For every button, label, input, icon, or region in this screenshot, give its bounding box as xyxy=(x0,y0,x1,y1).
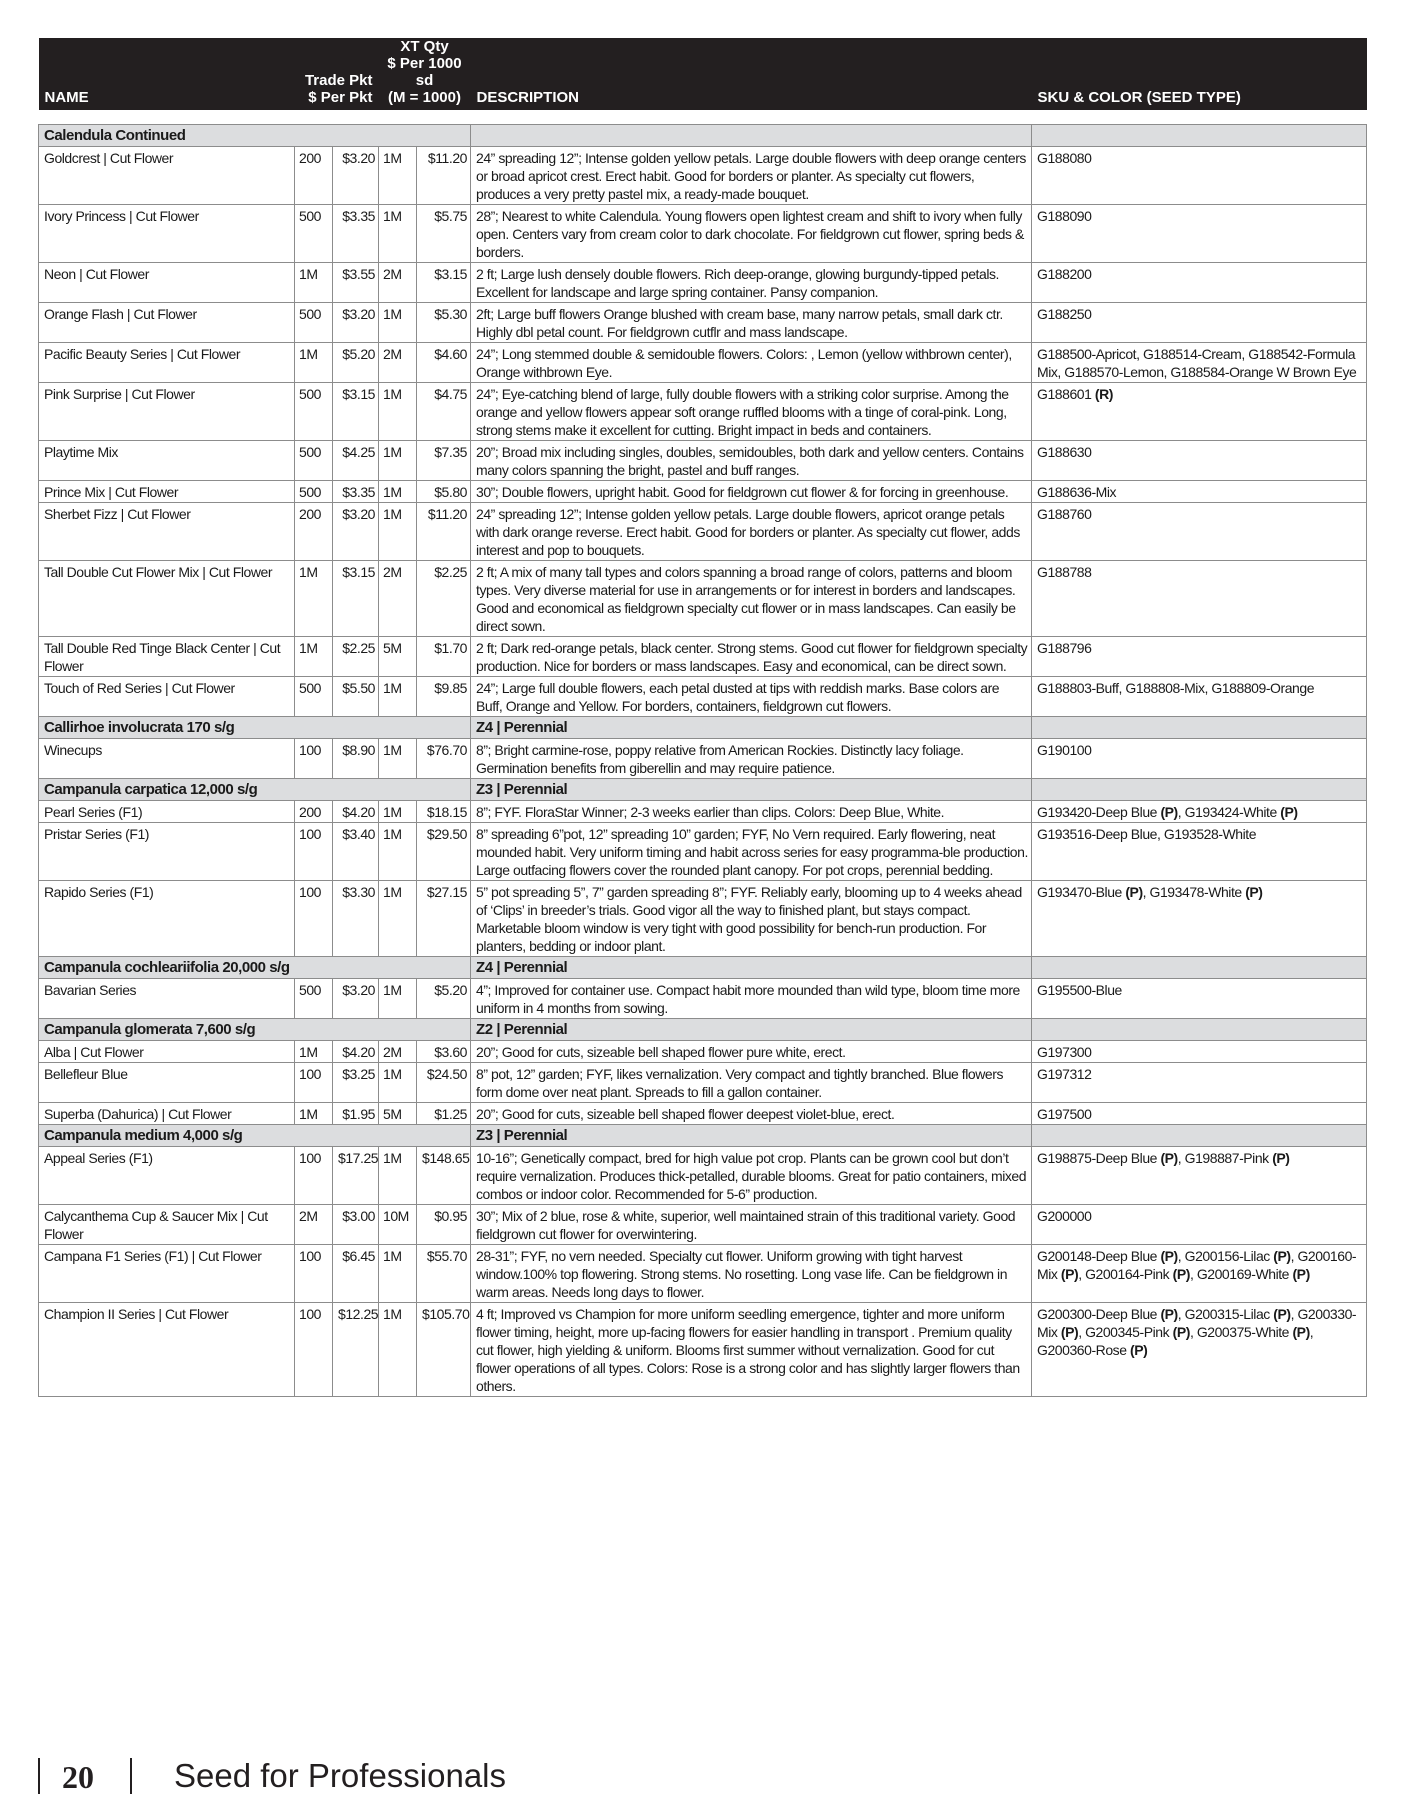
price-table xyxy=(38,38,1367,1397)
trade-pkt-price: $3.20 xyxy=(333,979,379,1019)
table-row xyxy=(39,979,1367,1019)
trade-pkt-qty: 100 xyxy=(295,1245,333,1303)
xt-qty: 5M xyxy=(379,637,417,677)
sku-text: G200148-Deep Blue xyxy=(1037,1248,1161,1264)
seed-type-code: (P) xyxy=(1060,1266,1079,1282)
xt-price: $9.85 xyxy=(417,677,471,717)
header-name: NAME xyxy=(39,38,295,110)
group-name: Campanula glomerata 7,600 s/g xyxy=(39,1019,471,1041)
trade-pkt-price: $4.20 xyxy=(333,801,379,823)
group-sku-empty xyxy=(1032,1019,1367,1041)
variety-name: Calycanthema Cup & Saucer Mix | Cut Flower xyxy=(39,1205,295,1245)
trade-pkt-qty: 1M xyxy=(295,1041,333,1063)
trade-pkt-qty: 500 xyxy=(295,979,333,1019)
seed-type-code: (P) xyxy=(1060,1324,1079,1340)
sku-text: G193470-Blue xyxy=(1037,884,1126,900)
xt-qty: 1M xyxy=(379,441,417,481)
variety-name: Goldcrest | Cut Flower xyxy=(39,147,295,205)
variety-name: Pink Surprise | Cut Flower xyxy=(39,383,295,441)
variety-description: 2 ft; Dark red-orange petals, black center. Strong stems. Good cut flower for fieldgrown specialty production. Nice for borders or mass landscapes. Easy and economical, can be direct sown. xyxy=(471,637,1032,677)
variety-description: 5” pot spreading 5”, 7” garden spreading 8”; FYF. Reliably early, blooming up to 4 weeks ahead of ‘Clips’ in breeder’s trials. Good vigor all the way to finished plant, but stays compact. Marketable bloom window is very tight with good possibility for bench-run production. For planters, bedding or indoor plant. xyxy=(471,881,1032,957)
variety-name: Bellefleur Blue xyxy=(39,1063,295,1103)
variety-name: Appeal Series (F1) xyxy=(39,1147,295,1205)
trade-pkt-price: $5.20 xyxy=(333,343,379,383)
sku-text: , G200360-Rose xyxy=(1037,1324,1314,1358)
sku-text: G188760 xyxy=(1037,506,1092,522)
variety-description: 30”; Mix of 2 blue, rose & white, superior, well maintained strain of this traditional variety. Good fieldgrown cut flower for overwintering. xyxy=(471,1205,1032,1245)
group-name: Callirhoe involucrata 170 s/g xyxy=(39,717,471,739)
table-row xyxy=(39,739,1367,779)
xt-qty: 1M xyxy=(379,1303,417,1397)
xt-price: $148.65 xyxy=(417,1147,471,1205)
xt-price: $11.20 xyxy=(417,503,471,561)
group-name: Campanula medium 4,000 s/g xyxy=(39,1125,471,1147)
sku-color xyxy=(1032,441,1367,481)
variety-description: 10-16”; Genetically compact, bred for high value pot crop. Plants can be grown cool but don’t require vernalization. Produces thick-petalled, durable blooms. Great for patio containers, mixed combos or indoor color. Recommended for 5-6” production. xyxy=(471,1147,1032,1205)
group-zone: Z3 | Perennial xyxy=(471,1125,1032,1147)
variety-name: Champion II Series | Cut Flower xyxy=(39,1303,295,1397)
variety-description: 24”; Long stemmed double & semidouble flowers. Colors: , Lemon (yellow withbrown center), Orange withbrown Eye. xyxy=(471,343,1032,383)
header-description: DESCRIPTION xyxy=(471,38,1032,110)
sku-text: G188250 xyxy=(1037,306,1092,322)
header-spacer xyxy=(39,110,1367,125)
trade-pkt-price: $5.50 xyxy=(333,677,379,717)
xt-price: $24.50 xyxy=(417,1063,471,1103)
trade-pkt-qty: 200 xyxy=(295,503,333,561)
seed-type-code: (P) xyxy=(1125,884,1143,900)
xt-price: $29.50 xyxy=(417,823,471,881)
variety-description: 2 ft; Large lush densely double flowers. Rich deep-orange, glowing burgundy-tipped petals. Excellent for landscape and large spring container. Pansy companion. xyxy=(471,263,1032,303)
sku-color xyxy=(1032,205,1367,263)
sku-color xyxy=(1032,263,1367,303)
sku-text: G188200 xyxy=(1037,266,1092,282)
variety-description: 8”; FYF. FloraStar Winner; 2-3 weeks earlier than clips. Colors: Deep Blue, White. xyxy=(471,801,1032,823)
trade-pkt-price: $3.25 xyxy=(333,1063,379,1103)
variety-name: Sherbet Fizz | Cut Flower xyxy=(39,503,295,561)
trade-pkt-price: $3.20 xyxy=(333,303,379,343)
seed-type-code: (P) xyxy=(1160,1150,1178,1166)
sku-text: , G200169-White xyxy=(1189,1266,1293,1282)
trade-pkt-qty: 500 xyxy=(295,677,333,717)
sku-text: G188500-Apricot, G188514-Cream, G188542-Formula Mix, G188570-Lemon, G188584-Orange W Brown Eye xyxy=(1037,346,1357,380)
trade-pkt-price: $12.25 xyxy=(333,1303,379,1397)
table-row xyxy=(39,383,1367,441)
table-row xyxy=(39,881,1367,957)
trade-pkt-qty: 100 xyxy=(295,1063,333,1103)
xt-qty: 1M xyxy=(379,1147,417,1205)
xt-price: $1.70 xyxy=(417,637,471,677)
variety-description: 20”; Broad mix including singles, doubles, semidoubles, both dark and yellow centers. Contains many colors spanning the bright, pastel and buff ranges. xyxy=(471,441,1032,481)
trade-pkt-price: $3.55 xyxy=(333,263,379,303)
sku-color xyxy=(1032,1103,1367,1125)
trade-pkt-qty: 500 xyxy=(295,481,333,503)
trade-pkt-qty: 100 xyxy=(295,739,333,779)
sku-text: G188636-Mix xyxy=(1037,484,1117,500)
variety-name: Tall Double Cut Flower Mix | Cut Flower xyxy=(39,561,295,637)
variety-description: 24” spreading 12”; Intense golden yellow petals. Large double flowers, apricot orange petals with dark orange reverse. Erect habit. Good for borders or planter. As specialty cut flower, adds interest and pop to bouquets. xyxy=(471,503,1032,561)
trade-pkt-qty: 500 xyxy=(295,383,333,441)
sku-color xyxy=(1032,881,1367,957)
variety-name: Pearl Series (F1) xyxy=(39,801,295,823)
table-row xyxy=(39,637,1367,677)
variety-name: Rapido Series (F1) xyxy=(39,881,295,957)
variety-name: Campana F1 Series (F1) | Cut Flower xyxy=(39,1245,295,1303)
publication-title: Seed for Professionals xyxy=(174,1757,507,1794)
sku-text: G190100 xyxy=(1037,742,1092,758)
trade-pkt-price: $3.20 xyxy=(333,147,379,205)
variety-description: 2 ft; A mix of many tall types and colors spanning a broad range of colors, patterns and bloom types. Very diverse material for use in arrangements or for interest in borders and landscapes. Good and economical as fieldgrown specialty cut flower or in mass landscapes. Can easily be direct sown. xyxy=(471,561,1032,637)
variety-name: Ivory Princess | Cut Flower xyxy=(39,205,295,263)
table-row xyxy=(39,1063,1367,1103)
trade-pkt-price: $2.25 xyxy=(333,637,379,677)
header-trade-line2: $ Per Pkt xyxy=(308,89,373,106)
variety-name: Orange Flash | Cut Flower xyxy=(39,303,295,343)
xt-price: $55.70 xyxy=(417,1245,471,1303)
xt-qty: 2M xyxy=(379,343,417,383)
xt-price: $11.20 xyxy=(417,147,471,205)
sku-text: G188803-Buff, G188808-Mix, G188809-Orange xyxy=(1037,680,1315,696)
species-group-row xyxy=(39,125,1367,147)
sku-color xyxy=(1032,503,1367,561)
trade-pkt-price: $3.35 xyxy=(333,481,379,503)
xt-qty: 1M xyxy=(379,205,417,263)
sku-color xyxy=(1032,739,1367,779)
sku-text: G195500-Blue xyxy=(1037,982,1122,998)
sku-text: , G200160-Mix xyxy=(1037,1248,1357,1282)
sku-text: G197312 xyxy=(1037,1066,1092,1082)
xt-qty: 1M xyxy=(379,881,417,957)
species-group-row xyxy=(39,1019,1367,1041)
sku-color xyxy=(1032,1147,1367,1205)
xt-qty: 1M xyxy=(379,1245,417,1303)
variety-description: 8” spreading 6”pot, 12” spreading 10” garden; FYF, No Vern required. Early flowering, neat mounded habit. Very uniform timing and habit across series for easy programma-ble production. Large outfacing flowers cover the rounded plant canopy. For pot crops, perennial bedding. xyxy=(471,823,1032,881)
xt-qty: 2M xyxy=(379,1041,417,1063)
table-row xyxy=(39,263,1367,303)
trade-pkt-price: $3.30 xyxy=(333,881,379,957)
group-name: Campanula cochleariifolia 20,000 s/g xyxy=(39,957,471,979)
sku-color xyxy=(1032,1063,1367,1103)
xt-price: $2.25 xyxy=(417,561,471,637)
trade-pkt-price: $3.20 xyxy=(333,503,379,561)
seed-type-code: (P) xyxy=(1160,1306,1178,1322)
xt-price: $5.20 xyxy=(417,979,471,1019)
trade-pkt-price: $3.15 xyxy=(333,561,379,637)
seed-type-code: (P) xyxy=(1160,1248,1178,1264)
trade-pkt-price: $4.20 xyxy=(333,1041,379,1063)
table-header xyxy=(39,38,1367,110)
group-name: Campanula carpatica 12,000 s/g xyxy=(39,779,471,801)
seed-type-code: (P) xyxy=(1172,1324,1190,1340)
table-row xyxy=(39,1103,1367,1125)
seed-type-code: (P) xyxy=(1160,804,1178,820)
sku-text: G188788 xyxy=(1037,564,1092,580)
sku-color xyxy=(1032,303,1367,343)
table-body xyxy=(39,125,1367,1397)
sku-text: G197500 xyxy=(1037,1106,1092,1122)
xt-price: $0.95 xyxy=(417,1205,471,1245)
variety-description: 4 ft; Improved vs Champion for more uniform seedling emergence, tighter and more uniform flower timing, height, more up-facing flowers for easier handling in transport . Premium quality cut flower, high yielding & uniform. Blooms first summer without vernalization. Good for cut flower operations of all types. Colors: Rose is a strong color and has slightly larger flowers than others. xyxy=(471,1303,1032,1397)
sku-text: G188601 xyxy=(1037,386,1095,402)
xt-qty: 1M xyxy=(379,147,417,205)
page-footer xyxy=(38,1756,638,1798)
species-group-row xyxy=(39,717,1367,739)
sku-color xyxy=(1032,801,1367,823)
sku-text: , G193478-White xyxy=(1142,884,1246,900)
table-row xyxy=(39,147,1367,205)
xt-price: $27.15 xyxy=(417,881,471,957)
seed-type-code: (P) xyxy=(1292,1324,1310,1340)
variety-description: 24”; Large full double flowers, each petal dusted at tips with reddish marks. Base colors are Buff, Orange and Yellow. For borders, containers, fieldgrown cut flowers. xyxy=(471,677,1032,717)
trade-pkt-price: $3.00 xyxy=(333,1205,379,1245)
xt-qty: 1M xyxy=(379,303,417,343)
price-list-sheet xyxy=(38,38,1366,1397)
xt-price: $18.15 xyxy=(417,801,471,823)
trade-pkt-price: $4.25 xyxy=(333,441,379,481)
sku-color xyxy=(1032,979,1367,1019)
table-row xyxy=(39,677,1367,717)
xt-price: $4.75 xyxy=(417,383,471,441)
sku-color xyxy=(1032,561,1367,637)
sku-text: G200000 xyxy=(1037,1208,1092,1224)
seed-type-code: (P) xyxy=(1273,1248,1291,1264)
header-xt-line2: $ Per 1000 sd xyxy=(387,55,462,89)
xt-qty: 1M xyxy=(379,677,417,717)
sku-text: , G200375-White xyxy=(1189,1324,1293,1340)
variety-description: 24” spreading 12”; Intense golden yellow petals. Large double flowers with deep orange centers or broad apricot crest. Erect habit. Good for borders or planter. As specialty cut flowers, produces a very pretty pastel mix, a ready-made bouquet. xyxy=(471,147,1032,205)
xt-price: $5.75 xyxy=(417,205,471,263)
trade-pkt-qty: 1M xyxy=(295,637,333,677)
trade-pkt-qty: 500 xyxy=(295,205,333,263)
variety-description: 4”; Improved for container use. Compact habit more mounded than wild type, bloom time more uniform in 4 months from sowing. xyxy=(471,979,1032,1019)
variety-name: Alba | Cut Flower xyxy=(39,1041,295,1063)
sku-text: , G200315-Lilac xyxy=(1177,1306,1274,1322)
sku-text: G198875-Deep Blue xyxy=(1037,1150,1161,1166)
group-sku-empty xyxy=(1032,125,1367,147)
xt-qty: 10M xyxy=(379,1205,417,1245)
seed-type-code: (P) xyxy=(1280,804,1298,820)
sku-color xyxy=(1032,1245,1367,1303)
table-row xyxy=(39,1245,1367,1303)
sku-text: G197300 xyxy=(1037,1044,1092,1060)
sku-color xyxy=(1032,677,1367,717)
seed-type-code: (P) xyxy=(1172,1266,1190,1282)
trade-pkt-price: $8.90 xyxy=(333,739,379,779)
trade-pkt-qty: 500 xyxy=(295,441,333,481)
variety-name: Neon | Cut Flower xyxy=(39,263,295,303)
trade-pkt-price: $6.45 xyxy=(333,1245,379,1303)
species-group-row xyxy=(39,1125,1367,1147)
sku-color xyxy=(1032,343,1367,383)
header-sku-color: SKU & COLOR (SEED TYPE) xyxy=(1032,38,1367,110)
variety-name: Tall Double Red Tinge Black Center | Cut Flower xyxy=(39,637,295,677)
variety-name: Bavarian Series xyxy=(39,979,295,1019)
xt-qty: 1M xyxy=(379,739,417,779)
xt-qty: 5M xyxy=(379,1103,417,1125)
sku-text: , G200345-Pink xyxy=(1078,1324,1173,1340)
sku-color xyxy=(1032,383,1367,441)
group-zone: Z3 | Perennial xyxy=(471,779,1032,801)
header-xt-qty xyxy=(379,38,471,110)
trade-pkt-qty: 100 xyxy=(295,1303,333,1397)
trade-pkt-qty: 200 xyxy=(295,147,333,205)
table-row xyxy=(39,1147,1367,1205)
sku-text: G188630 xyxy=(1037,444,1092,460)
trade-pkt-qty: 200 xyxy=(295,801,333,823)
variety-description: 28-31”; FYF, no vern needed. Specialty cut flower. Uniform growing with tight harvest window.100% top flowering. Strong stems. No rosetting. Long vase life. Can be fieldgrown in warm areas. Needs long days to flower. xyxy=(471,1245,1032,1303)
group-sku-empty xyxy=(1032,957,1367,979)
trade-pkt-qty: 1M xyxy=(295,561,333,637)
trade-pkt-price: $3.35 xyxy=(333,205,379,263)
variety-description: 8”; Bright carmine-rose, poppy relative from American Rockies. Distinctly lacy foliage. Germination benefits from giberellin and may require patience. xyxy=(471,739,1032,779)
trade-pkt-price: $17.25 xyxy=(333,1147,379,1205)
trade-pkt-qty: 500 xyxy=(295,303,333,343)
sku-text: G188796 xyxy=(1037,640,1092,656)
sku-color xyxy=(1032,637,1367,677)
sku-text: , G198887-Pink xyxy=(1177,1150,1273,1166)
sku-text: , G200330-Mix xyxy=(1037,1306,1357,1340)
variety-name: Prince Mix | Cut Flower xyxy=(39,481,295,503)
xt-qty: 1M xyxy=(379,481,417,503)
variety-description: 2ft; Large buff flowers Orange blushed with cream base, many narrow petals, small dark ctr. Highly dbl petal count. For fieldgrown cutflr and mass landscape. xyxy=(471,303,1032,343)
table-row xyxy=(39,1303,1367,1397)
table-row xyxy=(39,1041,1367,1063)
group-zone: Z2 | Perennial xyxy=(471,1019,1032,1041)
header-trade-line1: Trade Pkt xyxy=(304,72,373,89)
variety-name: Pristar Series (F1) xyxy=(39,823,295,881)
variety-description: 24”; Eye-catching blend of large, fully double flowers with a striking color surprise. Among the orange and yellow flowers appear soft orange ruffled blooms with a tinge of coral-pink. Long, strong stems make it excellent for cutting. Bright impact in beds and containers. xyxy=(471,383,1032,441)
seed-type-code: (R) xyxy=(1094,386,1113,402)
species-group-row xyxy=(39,779,1367,801)
group-zone: Z4 | Perennial xyxy=(471,957,1032,979)
seed-type-code: (P) xyxy=(1245,884,1263,900)
group-sku-empty xyxy=(1032,779,1367,801)
group-sku-empty xyxy=(1032,1125,1367,1147)
sku-color xyxy=(1032,823,1367,881)
table-row xyxy=(39,303,1367,343)
variety-name: Touch of Red Series | Cut Flower xyxy=(39,677,295,717)
variety-description: 20”; Good for cuts, sizeable bell shaped flower deepest violet-blue, erect. xyxy=(471,1103,1032,1125)
footer-divider-left xyxy=(38,1758,40,1794)
trade-pkt-qty: 100 xyxy=(295,1147,333,1205)
seed-type-code: (P) xyxy=(1130,1342,1148,1358)
trade-pkt-price: $1.95 xyxy=(333,1103,379,1125)
xt-price: $3.15 xyxy=(417,263,471,303)
table-row xyxy=(39,481,1367,503)
sku-text: , G193424-White xyxy=(1177,804,1281,820)
sku-text: , G200164-Pink xyxy=(1078,1266,1173,1282)
species-group-row xyxy=(39,957,1367,979)
group-zone: Z4 | Perennial xyxy=(471,717,1032,739)
variety-description: 20”; Good for cuts, sizeable bell shaped flower pure white, erect. xyxy=(471,1041,1032,1063)
xt-price: $4.60 xyxy=(417,343,471,383)
table-row xyxy=(39,343,1367,383)
xt-price: $5.30 xyxy=(417,303,471,343)
header-trade-pkt xyxy=(295,38,379,110)
variety-description: 30”; Double flowers, upright habit. Good for fieldgrown cut flower & for forcing in greenhouse. xyxy=(471,481,1032,503)
variety-name: Pacific Beauty Series | Cut Flower xyxy=(39,343,295,383)
seed-type-code: (P) xyxy=(1272,1150,1290,1166)
xt-qty: 1M xyxy=(379,503,417,561)
sku-text: G188080 xyxy=(1037,150,1092,166)
header-xt-line1: XT Qty xyxy=(400,38,449,55)
sku-text: G200300-Deep Blue xyxy=(1037,1306,1161,1322)
xt-price: $105.70 xyxy=(417,1303,471,1397)
xt-qty: 2M xyxy=(379,263,417,303)
xt-qty: 2M xyxy=(379,561,417,637)
sku-text: G193420-Deep Blue xyxy=(1037,804,1161,820)
sku-text: G188090 xyxy=(1037,208,1092,224)
table-row xyxy=(39,205,1367,263)
table-row xyxy=(39,823,1367,881)
trade-pkt-qty: 100 xyxy=(295,823,333,881)
xt-qty: 1M xyxy=(379,801,417,823)
group-name: Calendula Continued xyxy=(39,125,471,147)
variety-name: Playtime Mix xyxy=(39,441,295,481)
trade-pkt-price: $3.15 xyxy=(333,383,379,441)
group-sku-empty xyxy=(1032,717,1367,739)
variety-name: Superba (Dahurica) | Cut Flower xyxy=(39,1103,295,1125)
table-row xyxy=(39,801,1367,823)
xt-price: $7.35 xyxy=(417,441,471,481)
trade-pkt-qty: 2M xyxy=(295,1205,333,1245)
table-row xyxy=(39,1205,1367,1245)
group-zone xyxy=(471,125,1032,147)
sku-color xyxy=(1032,481,1367,503)
xt-qty: 1M xyxy=(379,979,417,1019)
xt-price: $3.60 xyxy=(417,1041,471,1063)
xt-price: $5.80 xyxy=(417,481,471,503)
sku-text: G193516-Deep Blue, G193528-White xyxy=(1037,826,1257,842)
seed-type-code: (P) xyxy=(1292,1266,1310,1282)
trade-pkt-qty: 1M xyxy=(295,343,333,383)
sku-color xyxy=(1032,1205,1367,1245)
trade-pkt-qty: 1M xyxy=(295,263,333,303)
xt-qty: 1M xyxy=(379,1063,417,1103)
seed-type-code: (P) xyxy=(1273,1306,1291,1322)
trade-pkt-qty: 1M xyxy=(295,1103,333,1125)
header-xt-line3: (M = 1000) xyxy=(388,89,461,106)
xt-qty: 1M xyxy=(379,823,417,881)
table-row xyxy=(39,503,1367,561)
sku-color xyxy=(1032,1303,1367,1397)
sku-text: , G200156-Lilac xyxy=(1177,1248,1274,1264)
trade-pkt-qty: 100 xyxy=(295,881,333,957)
variety-name: Winecups xyxy=(39,739,295,779)
xt-price: $1.25 xyxy=(417,1103,471,1125)
trade-pkt-price: $3.40 xyxy=(333,823,379,881)
sku-color xyxy=(1032,147,1367,205)
variety-description: 28”; Nearest to white Calendula. Young flowers open lightest cream and shift to ivory when fully open. Centers vary from cream color to dark chocolate. For fieldgrown cut flower, spring beds & borders. xyxy=(471,205,1032,263)
xt-qty: 1M xyxy=(379,383,417,441)
table-row xyxy=(39,561,1367,637)
table-row xyxy=(39,441,1367,481)
variety-description: 8” pot, 12” garden; FYF, likes vernalization. Very compact and tightly branched. Blue flowers form dome over neat plant. Spreads to fill a gallon container. xyxy=(471,1063,1032,1103)
footer-divider-right xyxy=(130,1758,132,1794)
xt-price: $76.70 xyxy=(417,739,471,779)
sku-color xyxy=(1032,1041,1367,1063)
page-number: 20 xyxy=(62,1759,94,1795)
